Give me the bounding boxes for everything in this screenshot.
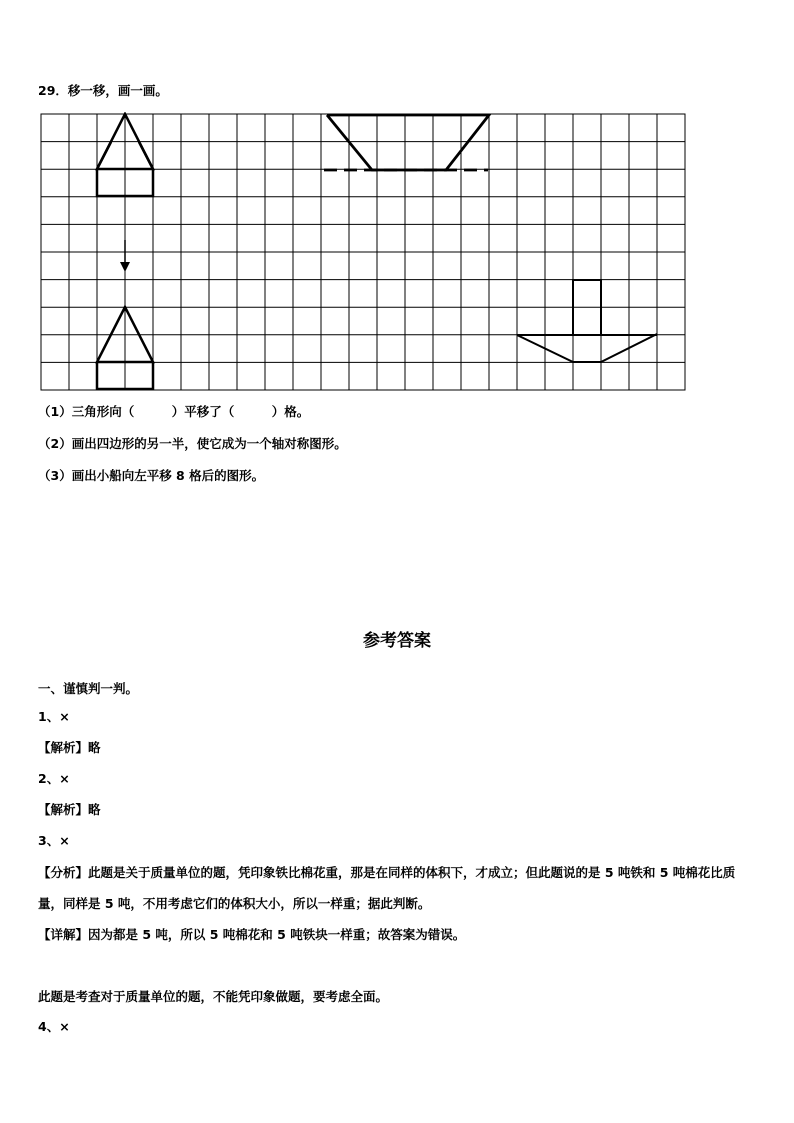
answer-2-explanation: 【解析】略 (38, 802, 101, 817)
grid-lines (41, 114, 685, 390)
answer-1-explanation: 【解析】略 (38, 740, 101, 755)
section-heading: 一、谨慎判一判。 (38, 681, 139, 696)
answer-1: 1、× (38, 709, 70, 724)
sub-question-3: （3）画出小船向左平移 8 格后的图形。 (38, 468, 265, 483)
boat-figure (517, 280, 657, 362)
answer-3-analysis: 【分析】此题是关于质量单位的题，凭印象铁比棉花重，那是在同样的体积下，才成立；但此题说的是 5 吨铁和 5 吨棉花比质量，同样是 5 吨，不用考虑它们的体积大小，所以一样重；据此判断。 (38, 865, 736, 911)
grid-figure (38, 112, 690, 394)
sub-question-2: （2）画出四边形的另一半，使它成为一个轴对称图形。 (38, 436, 347, 451)
sub-question-1: （1）三角形向（ ）平移了（ ）格。 (38, 404, 310, 419)
answers-title: 参考答案 (363, 631, 431, 651)
answer-3-note: 此题是考查对于质量单位的题，不能凭印象做题，要考虑全面。 (38, 989, 389, 1004)
answer-3-detail: 【详解】因为都是 5 吨，所以 5 吨棉花和 5 吨铁块一样重；故答案为错误。 (38, 927, 466, 942)
answer-4: 4、× (38, 1019, 70, 1034)
down-arrow (120, 240, 130, 272)
answer-2: 2、× (38, 771, 70, 786)
question-title: 29．移一移，画一画。 (38, 83, 168, 98)
answer-3: 3、× (38, 833, 70, 848)
